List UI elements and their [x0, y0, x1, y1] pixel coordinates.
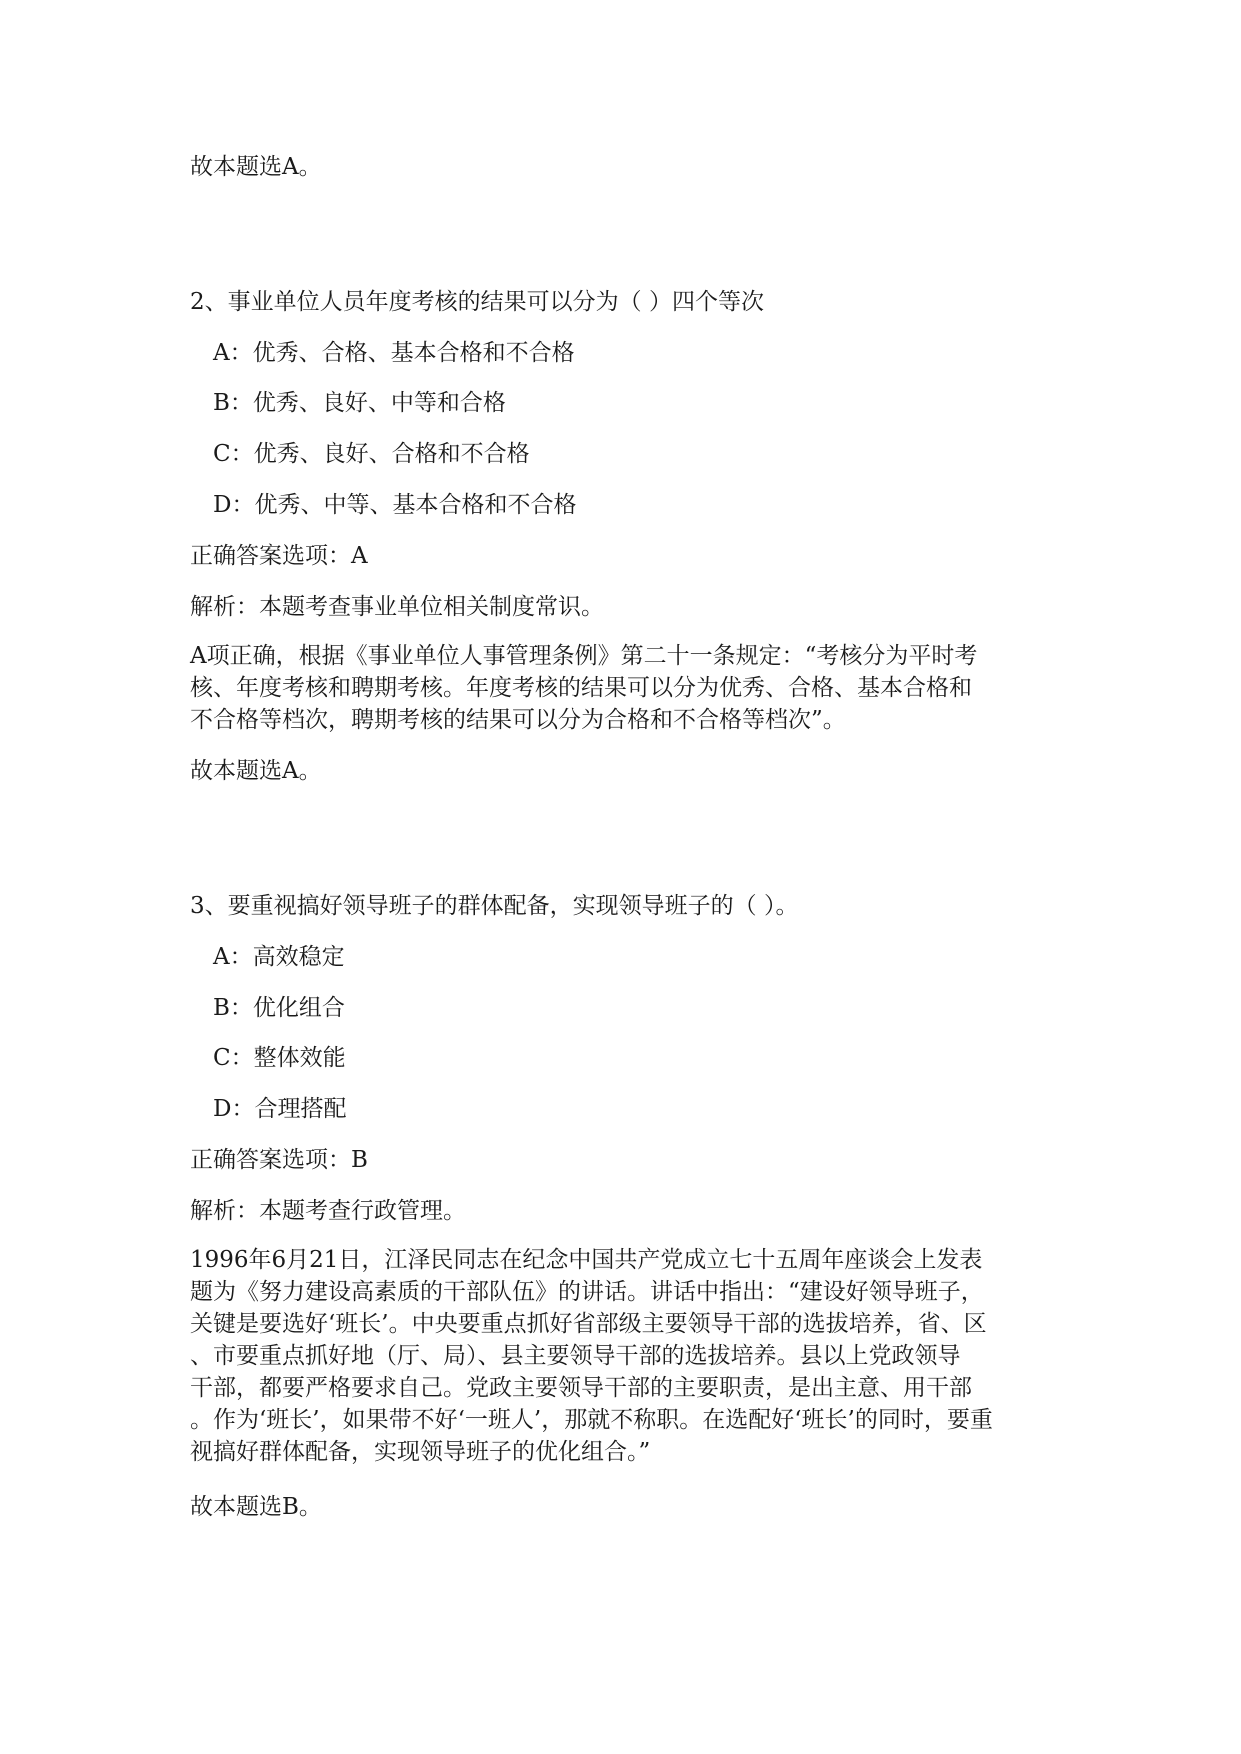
question-2-option-a: A：优秀、合格、基本合格和不合格 — [213, 340, 575, 366]
question-2-option-d: D：优秀、中等、基本合格和不合格 — [213, 492, 577, 518]
explanation-line: 核、年度考核和聘期考核。年度考核的结果可以分为优秀、合格、基本合格和 — [190, 675, 972, 701]
explanation-line: 、市要重点抓好地（厅、局）、县主要领导干部的选拔培养。县以上党政领导 — [190, 1343, 961, 1369]
explanation-line: 题为《努力建设高素质的干部队伍》的讲话。讲话中指出：“建设好领导班子， — [190, 1279, 984, 1305]
question-3-option-a: A：高效稳定 — [213, 944, 345, 970]
explanation-line: 干部，都要严格要求自己。党政主要领导干部的主要职责，是出主意、用干部 — [190, 1375, 972, 1401]
question-3-option-b: B：优化组合 — [213, 995, 345, 1021]
explanation-line: 1996年6月21日，江泽民同志在纪念中国共产党成立七十五周年座谈会上发表 — [190, 1247, 983, 1273]
question-2-answer: 正确答案选项：A — [190, 543, 368, 569]
explanation-line: 视搞好群体配备，实现领导班子的优化组合。” — [190, 1439, 651, 1465]
question-2-stem: 2、事业单位人员年度考核的结果可以分为（ ）四个等次 — [190, 289, 764, 315]
explanation-line: 。作为‘班长’，如果带不好‘一班人’，那就不称职。在选配好‘班长’的同时，要重 — [190, 1407, 993, 1433]
explanation-line: A项正确，根据《事业单位人事管理条例》第二十一条规定：“考核分为平时考 — [190, 643, 978, 669]
question-3-stem: 3、要重视搞好领导班子的群体配备，实现领导班子的（ ）。 — [190, 893, 799, 919]
question-3-option-d: D：合理搭配 — [213, 1096, 347, 1122]
question-2-explanation — [190, 640, 1060, 736]
question-2-analysis: 解析：本题考查事业单位相关制度常识。 — [190, 594, 604, 620]
explanation-line: 关键是要选好‘班长’。中央要重点抓好省部级主要领导干部的选拔培养，省、区 — [190, 1311, 987, 1337]
question-3-option-c: C：整体效能 — [213, 1045, 346, 1071]
top-conclusion: 故本题选A。 — [190, 154, 322, 180]
explanation-line: 不合格等档次，聘期考核的结果可以分为合格和不合格等档次”。 — [190, 707, 846, 733]
question-3-conclusion: 故本题选B。 — [190, 1494, 322, 1520]
question-3-analysis: 解析：本题考查行政管理。 — [190, 1198, 466, 1224]
question-3-answer: 正确答案选项：B — [190, 1147, 368, 1173]
question-2-option-c: C：优秀、良好、合格和不合格 — [213, 441, 530, 467]
question-2-option-b: B：优秀、良好、中等和合格 — [213, 390, 506, 416]
question-3-explanation — [190, 1244, 1060, 1468]
question-2-conclusion: 故本题选A。 — [190, 758, 322, 784]
